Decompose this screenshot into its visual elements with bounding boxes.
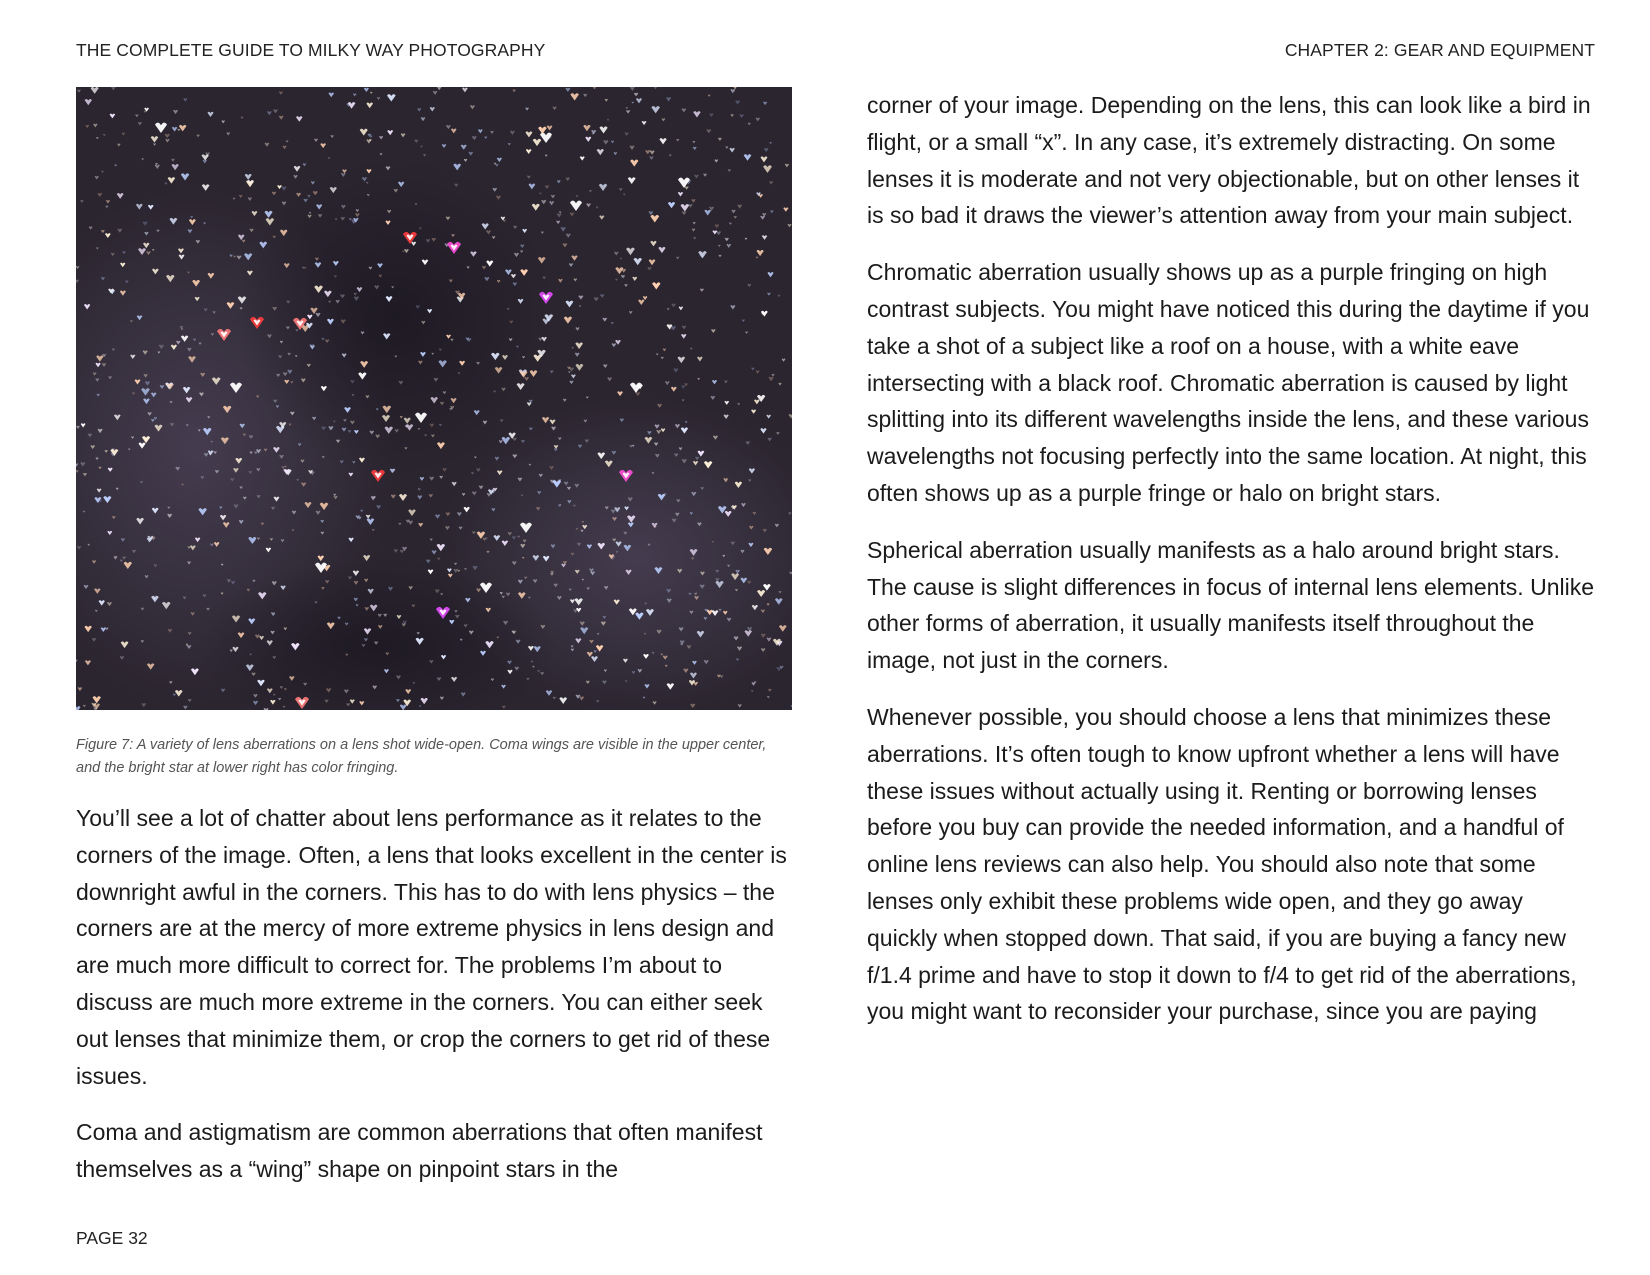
body-paragraph: corner of your image. Depending on the lens, this can look like a bird in flight, or a small “x”. In any case, it’s extremely distracting. On some lenses it is moderate and not very objectionable, but on other lenses it is so bad it draws the viewer’s attention away from your main subject. bbox=[867, 92, 1591, 229]
running-header-chapter: CHAPTER 2: GEAR AND EQUIPMENT bbox=[1284, 40, 1595, 60]
body-paragraph: Spherical aberration usually manifests as a halo around bright stars. The cause is slight differences in focus of internal lens elements. Unlike other forms of aberration, it usually manifests itself throughout the image, not just in the corners. bbox=[867, 536, 1595, 674]
page-number: PAGE 32 bbox=[76, 1228, 148, 1248]
body-paragraph: Whenever possible, you should choose a lens that minimizes these aberrations. It’s often tough to know upfront whether a lens will have these issues without actually using it. Renting or borrowing lenses before you buy can provide the needed information, and a handful of online lens reviews can also help. You should also note that some lenses only exhibit these problems wide open, and they go away quickly when stopped down. That said, if you are buying a fancy new f/1.4 prime and have to stop it down to f/4 to get rid of the aberrations, you might want to reconsider your purchase, since you are paying bbox=[867, 703, 1577, 1025]
body-paragraph: Chromatic aberration usually shows up as a purple fringing on high contrast subjects. You might have noticed this during the daytime if you take a shot of a subject like a roof on a house, with a white eave intersecting with a black roof. Chromatic aberration is caused by light splitting into its different wavelengths inside the lens, and these various wavelengths not focusing perfectly into the same location. At night, this often shows up as a purple fringe or halo on bright stars. bbox=[867, 259, 1590, 506]
body-paragraph: You’ll see a lot of chatter about lens performance as it relates to the corners of the image. Often, a lens that looks excellent in the center is downright awful in the corners. This has to do with lens physics – the corners are at the mercy of more extreme physics in lens design and are much more difficult to correct for. The problems I’m about to discuss are much more extreme in the corners. You can either seek out lenses that minimize them, or crop the corners to get rid of these issues. bbox=[76, 805, 787, 1089]
right-text-column bbox=[867, 87, 1597, 1050]
starfield-photo bbox=[76, 87, 792, 710]
running-header-title: THE COMPLETE GUIDE TO MILKY WAY PHOTOGRAPHY bbox=[76, 40, 546, 60]
body-paragraph: Coma and astigmatism are common aberrations that often manifest themselves as a “wing” shape on pinpoint stars in the bbox=[76, 1119, 763, 1183]
figure-caption: Figure 7: A variety of lens aberrations on a lens shot wide-open. Coma wings are visible in the upper center, and the bright star at lower right has color fringing. bbox=[76, 737, 767, 776]
starfield-image bbox=[76, 87, 792, 710]
left-text-column bbox=[76, 800, 796, 1208]
